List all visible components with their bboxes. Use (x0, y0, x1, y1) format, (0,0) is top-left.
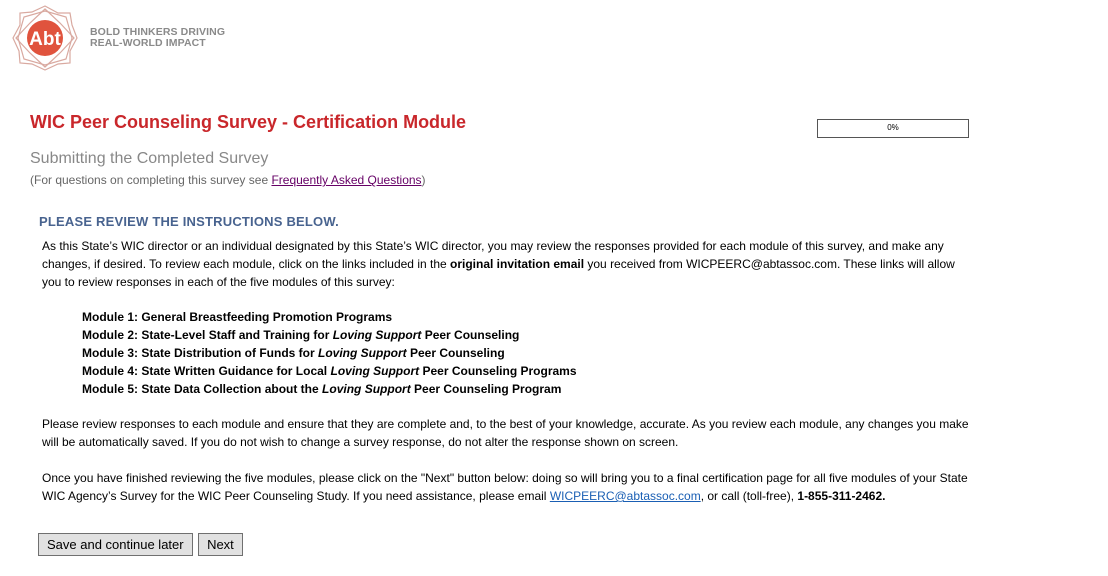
module-item: Module 4: State Written Guidance for Local Loving Support Peer Counseling Programs (82, 364, 577, 378)
module-item: Module 2: State-Level Staff and Training for Loving Support Peer Counseling (82, 328, 520, 342)
module-item: Module 1: General Breastfeeding Promotion Programs (82, 310, 393, 324)
next-button[interactable]: Next (198, 533, 243, 556)
module-list (82, 308, 974, 398)
instructions-heading: PLEASE REVIEW THE INSTRUCTIONS BELOW. (39, 214, 339, 229)
instructions-paragraph-3: Once you have finished reviewing the five modules, please click on the "Next" button below: doing so will bring you to a final certification page for all five modules of your State WIC Agency’s Survey for the WIC Peer Counseling Study. If you need assistance, please email WICPEERC@abtassoc.com, or call (toll-free), 1-855-311-2462. (42, 471, 968, 503)
button-bar (38, 533, 244, 556)
faq-link[interactable]: Frequently Asked Questions (271, 173, 422, 187)
abt-logo (10, 3, 80, 73)
phone-number: 1-855-311-2462. (797, 489, 886, 503)
progress-bar (817, 119, 969, 138)
svg-text:Abt: Abt (29, 29, 61, 50)
instructions-body (42, 237, 974, 505)
page-subtitle: Submitting the Completed Survey (30, 150, 269, 167)
instructions-paragraph-2: Please review responses to each module and ensure that they are complete and, to the best of your knowledge, accurate. As you review each module, any changes you make will be automatically saved. If you do not wish to change a survey response, do not alter the response shown on screen. (42, 417, 969, 449)
module-item: Module 3: State Distribution of Funds for Loving Support Peer Counseling (82, 346, 505, 360)
email-link[interactable]: WICPEERC@abtassoc.com (549, 489, 701, 503)
instructions-paragraph-1: As this State’s WIC director or an individual designated by this State’s WIC director, you may review the responses provided for each module of this survey, and make any changes, if desired. To review each module, click on the links included in the original invitation email you received from WICPEERC@abtassoc.com. These links will allow you to review responses in each of the five modules of this survey: (42, 239, 955, 289)
faq-line: (For questions on completing this survey see Frequently Asked Questions) (30, 173, 426, 187)
page-title: WIC Peer Counseling Survey - Certification Module (30, 112, 467, 132)
progress-label: 0% (887, 123, 899, 132)
tagline: BOLD THINKERS DRIVING REAL-WORLD IMPACT (90, 26, 226, 49)
module-item: Module 5: State Data Collection about the Loving Support Peer Counseling Program (82, 382, 562, 396)
save-continue-later-button[interactable]: Save and continue later (38, 533, 193, 556)
